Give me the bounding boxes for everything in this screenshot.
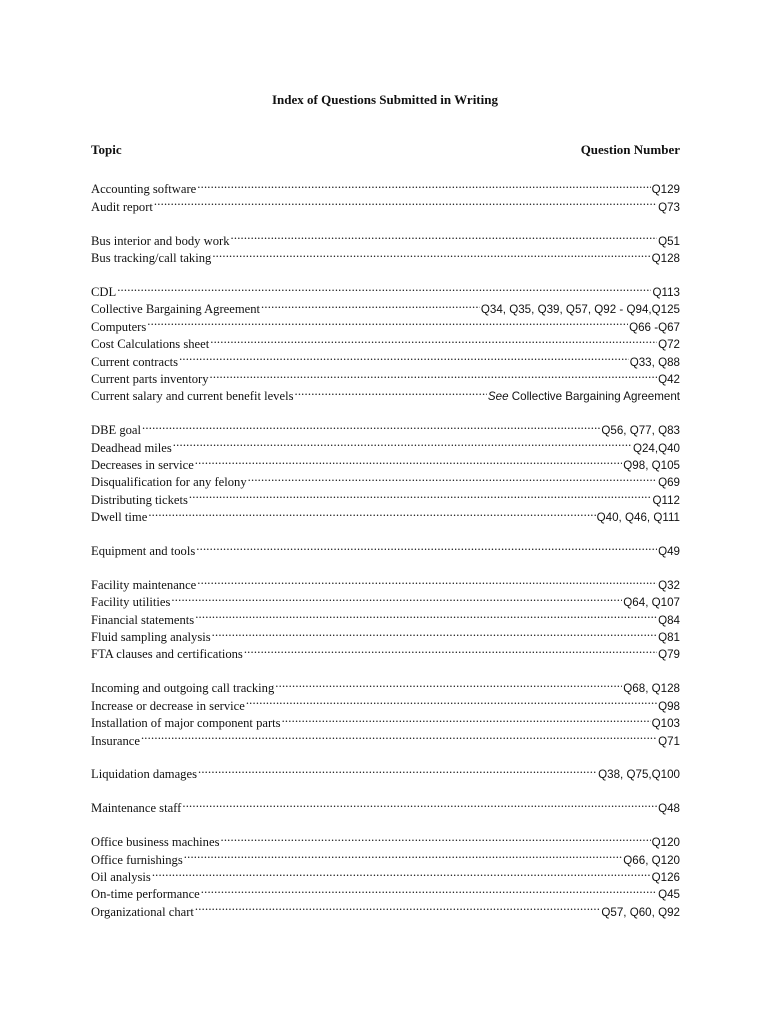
dot-leader [171,589,622,606]
question-number-column-header: Question Number [580,142,680,157]
entry-question-numbers [658,371,680,388]
dot-leader [182,795,657,812]
dot-leader [195,606,657,623]
entry-ref-text: Q103 [651,717,680,731]
entry-question-numbers [658,698,680,715]
index-entry [91,227,680,248]
index-entry [91,504,680,525]
index-entry [91,417,680,438]
index-group [91,675,680,748]
index-group [91,829,680,919]
entry-ref-text: Collective Bargaining Agreement [508,390,680,404]
entry-topic: Current contracts [91,354,179,369]
dot-leader [210,366,658,383]
index-entry [91,589,680,610]
index-group [91,417,680,525]
index-entry [91,727,680,748]
entry-topic: FTA clauses and certifications [91,647,243,662]
entry-ref-text: Q79 [658,648,680,662]
entry-ref-text: Q81 [658,631,680,645]
entry-ref-text: Q84 [658,613,680,627]
index-group [91,279,680,404]
entry-topic: Deadhead miles [91,440,172,455]
entry-ref-text: Q34, Q35, Q39, Q57, Q92 - Q94,Q125 [480,303,680,317]
entry-topic: Computers [91,319,147,334]
index-group [91,572,680,662]
index-entry [91,452,680,472]
entry-topic: Incoming and outgoing call tracking [91,681,275,696]
entry-ref-text: Q72 [658,338,680,352]
entry-ref-text: Q98, Q105 [623,458,680,472]
entry-question-numbers [658,886,680,903]
entry-question-numbers [658,577,680,594]
entry-ref-text: Q113 [652,285,680,299]
entry-topic: Facility maintenance [91,577,197,592]
entry-question-numbers [652,284,680,301]
topic-column-header: Topic [91,142,122,157]
dot-leader [220,829,650,846]
dot-leader [246,692,657,709]
dot-leader [210,331,657,348]
entry-ref-text: Q51 [658,234,680,248]
entry-question-numbers [658,646,680,663]
entry-topic: Current salary and current benefit levels [91,389,294,404]
entry-topic: Collective Bargaining Agreement [91,302,261,317]
entry-ref-text: Q24,Q40 [632,441,680,455]
entry-ref-text: Q73 [658,200,680,214]
entry-ref-text: Q38, Q75,Q100 [598,768,680,782]
index-group [91,538,680,559]
entry-topic: Financial statements [91,612,195,627]
index-group [91,761,680,782]
index-entry [91,296,680,317]
entry-topic: Organizational chart [91,904,194,919]
entry-topic: Increase or decrease in service [91,698,245,713]
entry-topic: Bus tracking/call taking [91,251,212,266]
dot-leader [148,504,595,521]
entry-topic: Installation of major component parts [91,716,281,731]
dot-leader [275,675,622,692]
entry-topic: Accounting software [91,182,197,197]
index-entry [91,761,680,782]
entry-ref-text: Q42 [658,372,680,386]
index-group [91,795,680,816]
dot-leader [196,538,657,555]
dot-leader [154,193,657,210]
index-entry [91,864,680,884]
document-title: Index of Questions Submitted in Writing [272,92,498,107]
entry-topic: Audit report [91,199,153,214]
see-reference-prefix: See [487,390,509,404]
entry-topic: Oil analysis [91,870,151,884]
index-group [91,227,680,266]
dot-leader [142,417,600,434]
dot-leader [195,898,600,915]
entry-ref-text: Q40, Q46, Q111 [596,511,680,525]
entry-ref-text: Q64, Q107 [623,596,680,610]
entry-ref-text: Q66 -Q67 [629,320,680,334]
entry-question-numbers [658,629,680,646]
dot-leader [197,176,650,193]
dot-leader [212,624,657,641]
dot-leader [197,572,657,589]
entry-topic: Facility utilities [91,595,171,610]
dot-leader [198,761,597,778]
entry-question-numbers [658,336,680,353]
entry-topic: Insurance [91,733,140,748]
entry-ref-text: Q98 [658,699,680,713]
entry-topic: Fluid sampling analysis [91,630,211,645]
dot-leader [248,469,657,486]
dot-leader [117,279,651,296]
index-entry [91,572,680,592]
index-entry [91,606,680,627]
index-entry [91,331,680,352]
entry-ref-text: Q33, Q88 [629,355,680,369]
entry-ref-text: Q112 [652,493,680,507]
entry-question-numbers [658,800,680,817]
dot-leader [173,434,632,451]
entry-question-numbers [658,612,680,629]
entry-topic: Bus interior and body work [91,233,230,248]
dot-leader [294,383,486,400]
dot-leader [141,727,657,744]
entry-question-numbers [658,474,680,491]
entry-ref-text: Q71 [658,734,680,748]
entry-question-numbers [658,233,680,250]
entry-ref-text: Q128 [651,252,680,266]
dot-leader [179,348,629,365]
entry-topic: Decreases in service [91,457,194,472]
column-header-row [91,142,680,158]
dot-leader [282,710,651,727]
entry-topic: Disqualification for any felony [91,475,247,490]
entry-topic: Office business machines [91,835,220,850]
entry-ref-text: Q129 [651,183,680,197]
entry-question-numbers [658,543,680,560]
entry-topic: On-time performance [91,887,200,902]
index-list [91,176,680,932]
entry-question-numbers [597,509,680,526]
index-entry [91,366,680,386]
entry-ref-text: Q126 [651,871,680,884]
entry-topic: DBE goal [91,423,142,438]
entry-topic: Equipment and tools [91,544,196,559]
entry-question-numbers [652,250,680,267]
entry-topic: Maintenance staff [91,801,182,816]
entry-ref-text: Q68, Q128 [623,682,680,696]
entry-ref-text: Q49 [658,545,680,559]
entry-ref-text: Q69 [658,476,680,490]
entry-ref-text: Q48 [658,802,680,816]
entry-ref-text: Q120 [651,836,680,850]
entry-question-numbers [488,388,680,405]
dot-leader [189,486,652,503]
entry-topic: Dwell time [91,510,148,525]
entry-question-numbers [598,766,680,783]
index-entry [91,348,680,369]
dot-leader [212,245,650,262]
entry-topic: Current parts inventory [91,371,209,386]
index-entry [91,881,680,902]
dot-leader [201,881,657,898]
index-entry [91,829,680,850]
index-group [91,176,680,214]
index-entry [91,193,680,214]
entry-topic: CDL [91,284,117,299]
index-entry [91,675,680,696]
dot-leader [231,227,658,244]
entry-topic: Distributing tickets [91,492,188,507]
entry-question-numbers [652,834,680,851]
dot-leader [261,296,480,313]
entry-ref-text: Q56, Q77, Q83 [601,424,680,438]
entry-question-numbers [601,904,680,921]
entry-ref-text: Q32 [658,578,680,592]
dot-leader [184,846,623,863]
dot-leader [147,313,628,330]
entry-question-numbers [658,733,680,750]
entry-ref-text: Q45 [658,888,680,902]
entry-question-numbers [633,440,680,457]
index-entry [91,795,680,816]
entry-question-numbers [652,492,680,509]
index-entry [91,538,680,559]
entry-question-numbers [658,199,680,216]
index-entry [91,434,680,455]
entry-ref-text: Q57, Q60, Q92 [601,905,680,919]
dot-leader [152,864,651,881]
entry-topic: Cost Calculations sheet [91,337,210,352]
dot-leader [195,452,622,469]
index-entry [91,279,680,299]
index-entry [91,176,680,197]
index-entry [91,313,680,334]
dot-leader [244,641,657,658]
entry-topic: Liquidation damages [91,767,197,782]
entry-ref-text: Q66, Q120 [623,853,680,867]
entry-topic: Office furnishings [91,852,183,867]
